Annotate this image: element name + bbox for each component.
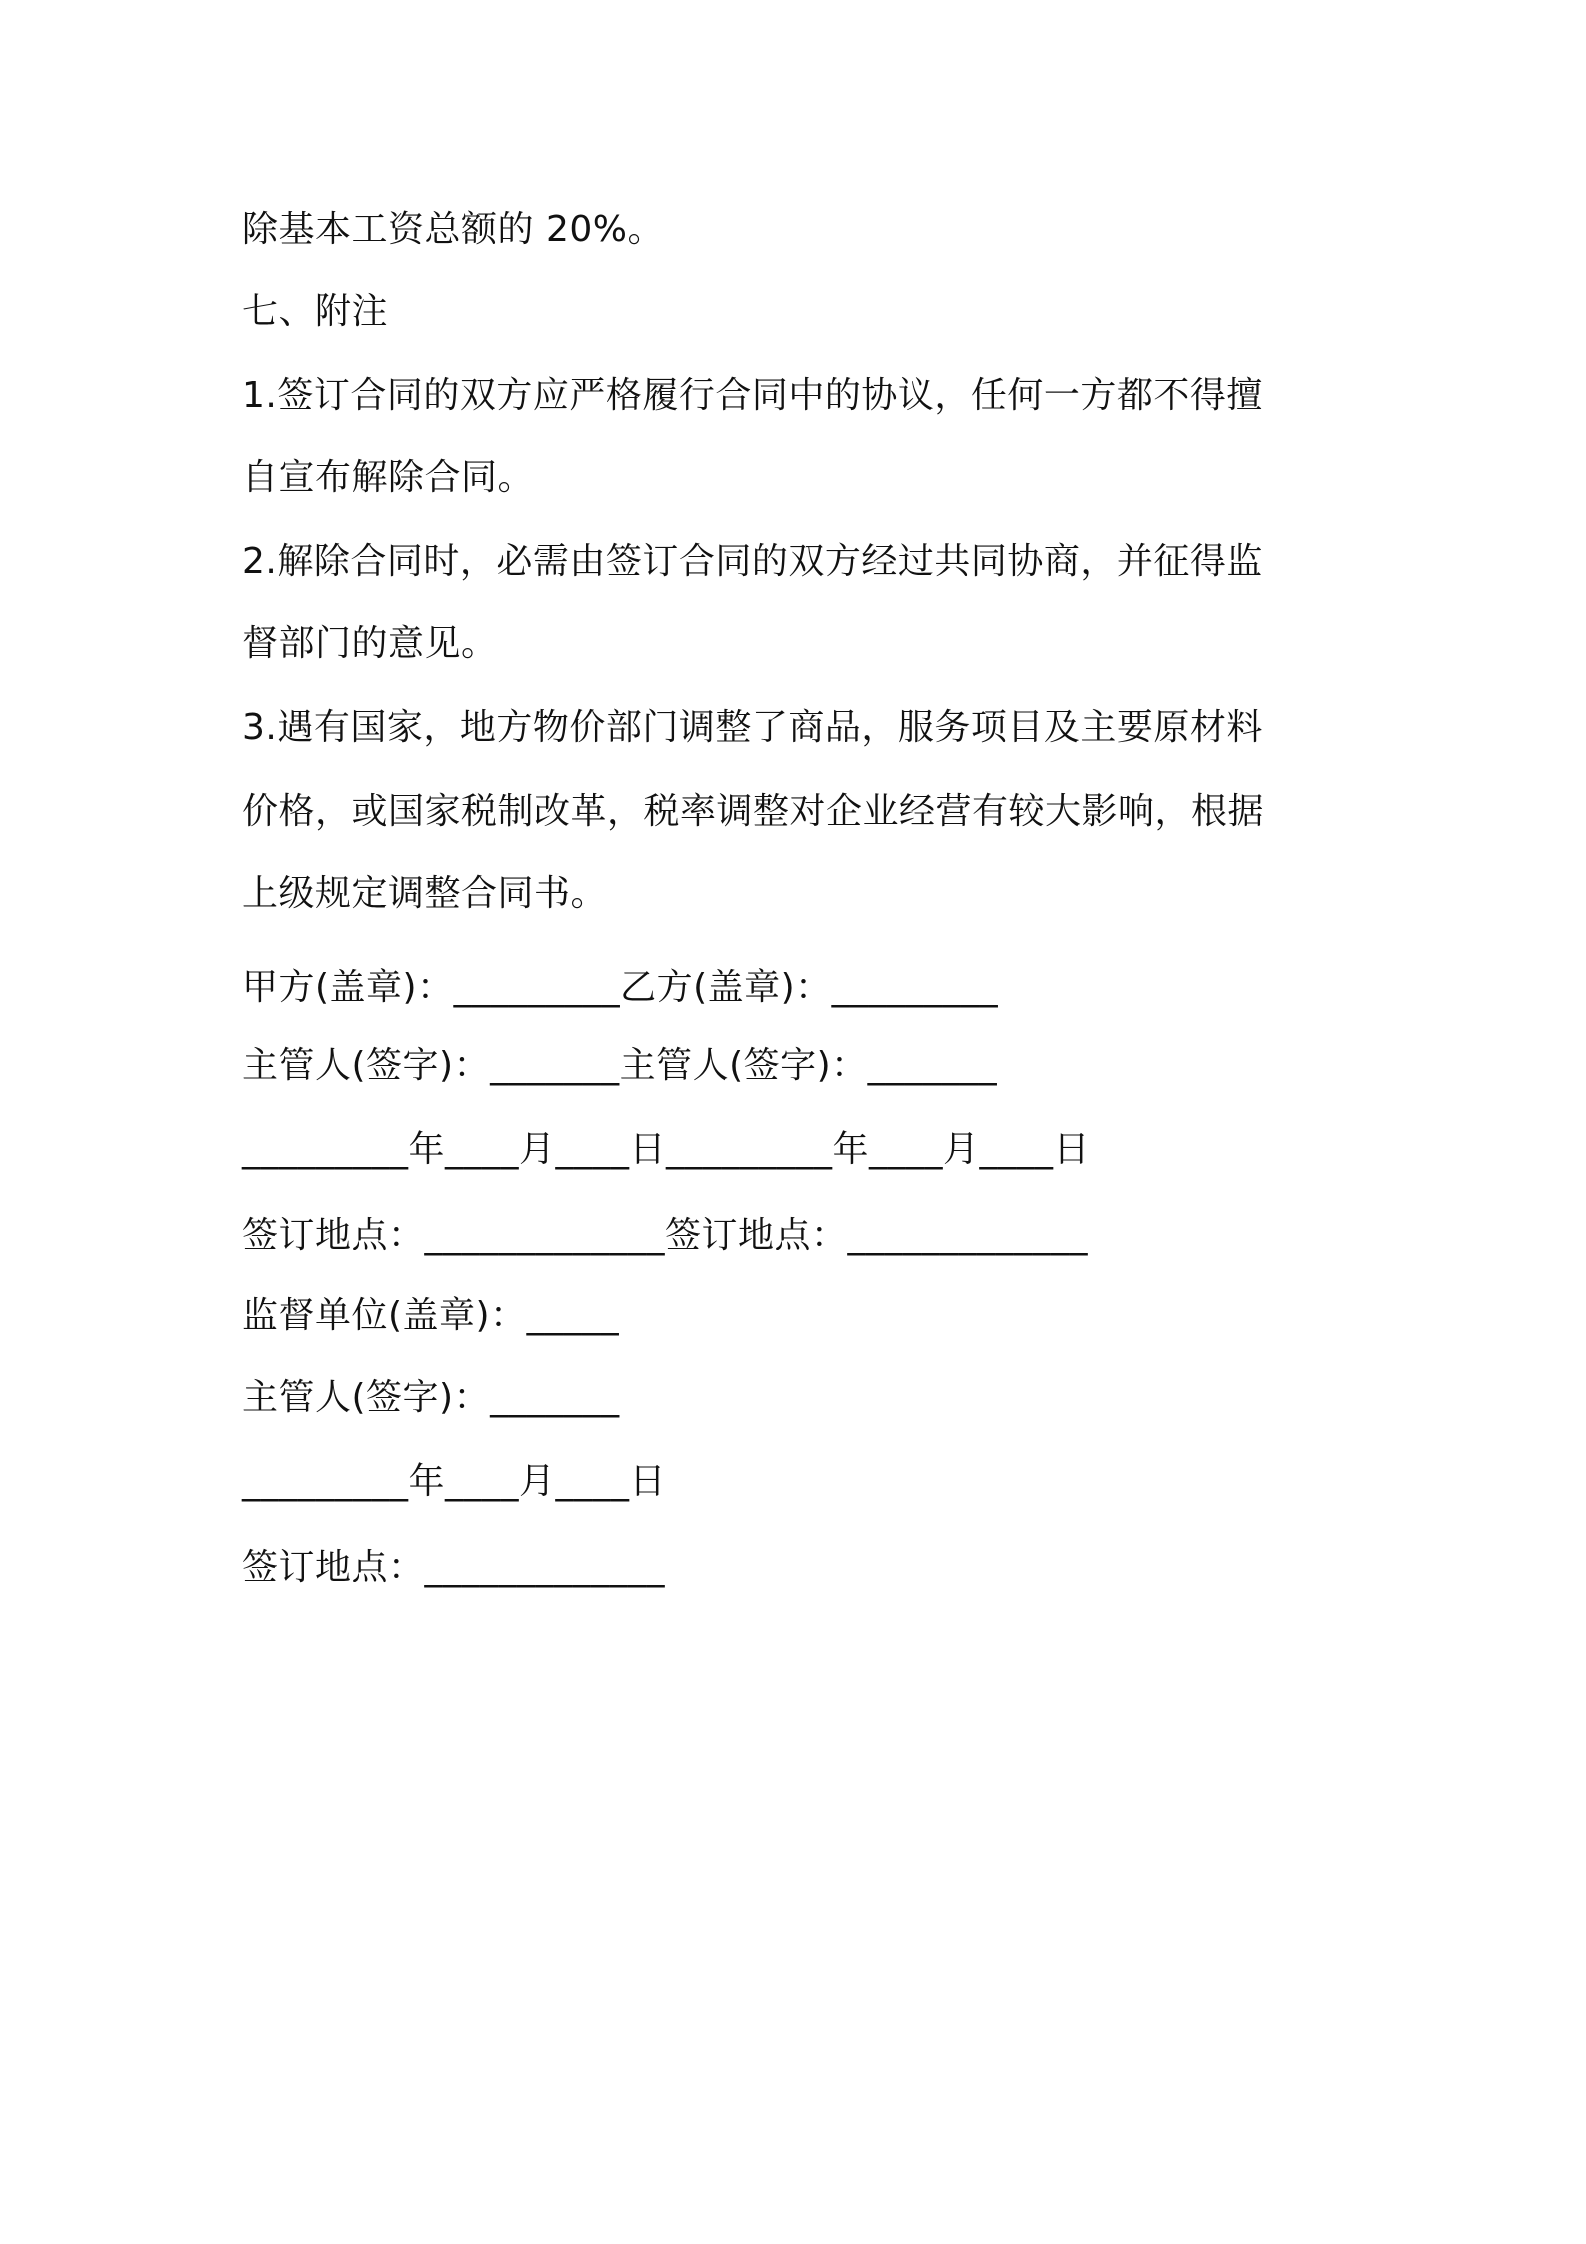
section-heading-notes: 七、附注 (242, 291, 389, 332)
note-3-line-3: 上级规定调整合同书。 (242, 873, 608, 914)
supervisor-signatures-line: 主管人(签字)：_______主管人(签字)：_______ (242, 1045, 998, 1086)
supervising-unit-signing-place-line: 签订地点：_____________ (242, 1547, 666, 1588)
party-seals-line: 甲方(盖章)：_________乙方(盖章)：_________ (242, 967, 999, 1008)
date-line-parties: _________年____月____日_________年____月____日 (242, 1129, 1090, 1170)
note-1-line-2: 自宣布解除合同。 (242, 457, 535, 498)
note-3-line-2: 价格，或国家税制改革，税率调整对企业经营有较大影响，根据 (242, 791, 1265, 832)
note-2-line-2: 督部门的意见。 (242, 623, 498, 664)
signing-place-line-parties: 签订地点：_____________签订地点：_____________ (242, 1215, 1089, 1256)
note-2-line-1: 2.解除合同时，必需由签订合同的双方经过共同协商，并征得监 (242, 541, 1263, 582)
note-3-line-1: 3.遇有国家，地方物价部门调整了商品，服务项目及主要原材料 (242, 707, 1263, 748)
supervising-unit-seal-line: 监督单位(盖章)：_____ (242, 1295, 620, 1336)
supervising-unit-supervisor-line: 主管人(签字)：_______ (242, 1377, 620, 1418)
supervising-unit-date-line: _________年____月____日 (242, 1461, 666, 1502)
salary-clause-continuation: 除基本工资总额的 20%。 (242, 209, 664, 250)
note-1-line-1: 1.签订合同的双方应严格履行合同中的协议，任何一方都不得擅 (242, 375, 1263, 416)
